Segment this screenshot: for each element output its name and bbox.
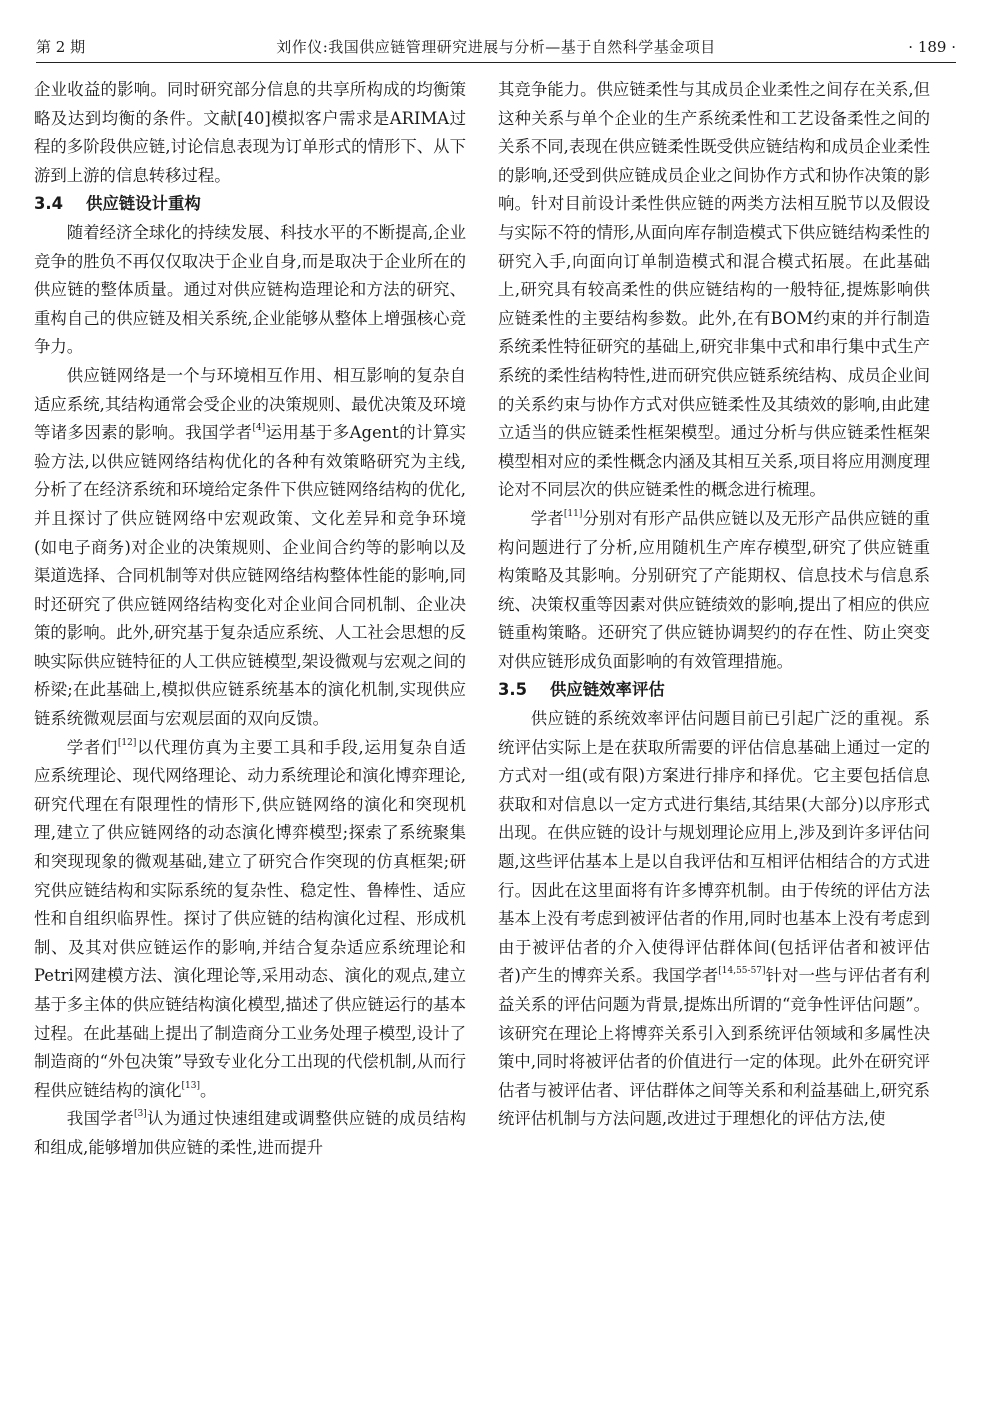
paragraph-text: 学者 [530, 508, 564, 528]
citation: [12] [117, 737, 137, 748]
section-title: 供应链效率评估 [550, 680, 665, 700]
citation: [11] [563, 508, 583, 519]
citation: [3] [134, 1109, 147, 1120]
paragraph: 随着经济全球化的持续发展、科技水平的不断提高,企业竞争的胜负不再仅仅取决于企业自身,而是取决于企业所在的供应链的整体质量。通过对供应链构造理论和方法的研究、重构自己的供应链及相关系统,企业能够从整体上增强核心竞争力。 [34, 222, 466, 357]
right-column [498, 76, 930, 1386]
section-title: 供应链设计重构 [86, 194, 201, 214]
page-number: · 189 · [908, 38, 956, 56]
paragraph-text: 分别对有形产品供应链以及无形产品供应链的重构问题进行了分析,应用随机生产库存模型,研究了供应链重构策略及其影响。分别研究了产能期权、信息技术与信息系统、决策权重等因素对供应链绩效的影响,提出了相应的供应链重构策略。还研究了供应链协调契约的存在性、防止突变对供应链形成负面影响的有效管理措施。 [498, 508, 930, 671]
running-title: 刘作仪:我国供应链管理研究进展与分析—基于自然科学基金项目 [276, 38, 716, 56]
paragraph-text: 我国学者 [66, 1109, 135, 1129]
paragraph-text: 认为通过快速组建或调整供应链的成员结构和组成,能够增加供应链的柔性,进而提升 [34, 1109, 466, 1157]
paragraph-text: 以代理仿真为主要工具和手段,运用复杂自适应系统理论、现代网络理论、动力系统理论和演化博弈理论,研究代理在有限理性的情形下,供应链网络的演化和突现机理,建立了供应链网络的动态演化博弈模型;探索了系统聚集和突现现象的微观基础,建立了研究合作突现的仿真框架;研究供应链结构和实际系统的复杂性、稳定性、鲁棒性、适应性和自组织临界性。探讨了供应链的结构演化过程、形成机制、及其对供应链运作的影响,并结合复杂适应系统理论和Petri网建模方法、演化理论等,采用动态、演化的观点,建立基于多主体的供应链结构演化模型,描述了供应链运行的基本过程。在此基础上提出了制造商分工业务处理子模型,设计了制造商的“外包决策”导致专业化分工出现的代偿机制,从而行程供应链结构的演化 [34, 737, 466, 1100]
citation: [13] [181, 1080, 200, 1091]
paragraph: 企业收益的影响。同时研究部分信息的共享所构成的均衡策略及达到均衡的条件。文献[40]模拟客户需求是ARIMA过程的多阶段供应链,讨论信息表现为订单形式的情形下、从下游到上游的信息转移过程。 [34, 80, 466, 185]
section-number: 3.4 [34, 194, 64, 214]
section-heading-3-5 [498, 676, 930, 705]
section-number: 3.5 [498, 680, 528, 700]
paragraph-text: 学者们 [66, 737, 118, 757]
citation: [14,55-57] [718, 966, 766, 977]
paragraph-text: 运用基于多Agent的计算实验方法,以供应链网络结构优化的各种有效策略研究为主线,分析了在经济系统和环境给定条件下供应链网络结构的优化,并且探讨了供应链网络中宏观政策、文化差异和竞争环境(如电子商务)对企业的决策规则、企业间合约等的影响以及渠道选择、合同机制等对供应链网络结构整体性能的影响,同时还研究了供应链网络结构变化对企业间合同机制、企业决策的影响。此外,研究基于复杂适应系统、人工社会思想的反映实际供应链特征的人工供应链模型,架设微观与宏观之间的桥梁;在此基础上,模拟供应链系统基本的演化机制,实现供应链系统微观层面与宏观层面的双向反馈。 [34, 423, 466, 729]
issue-label: 第 2 期 [36, 38, 86, 56]
section-heading-3-4 [34, 190, 466, 219]
paragraph-text: 。 [200, 1080, 217, 1100]
paragraph [34, 1105, 466, 1162]
paragraph [498, 705, 930, 1134]
paragraph: 其竞争能力。供应链柔性与其成员企业柔性之间存在关系,但这种关系与单个企业的生产系统柔性和工艺设备柔性之间的关系不同,表现在供应链柔性既受供应链结构和成员企业柔性的影响,还受到供应链成员企业之间协作方式和协作决策的影响。针对目前设计柔性供应链的两类方法相互脱节以及假设与实际不符的情形,从面向库存制造模式下供应链结构柔性的研究入手,向面向订单制造模式和混合模式拓展。在此基础上,研究具有较高柔性的供应链结构的一般特征,提炼影响供应链柔性的主要结构参数。此外,在有BOM约束的并行制造系统柔性特征研究的基础上,研究非集中式和串行集中式生产系统的柔性结构特性,进而研究供应链系统结构、成员企业间的关系约束与协作方式对供应链柔性及其绩效的影响,由此建立适当的供应链柔性框架模型。通过分析与供应链柔性框架模型相对应的柔性概念内涵及其相互关系,项目将应用测度理论对不同层次的供应链柔性的概念进行梳理。 [498, 80, 930, 500]
paragraph-text: 供应链网络是一个与环境相互作用、相互影响的复杂自适应系统,其结构通常会受企业的决策规则、最优决策及环境等诸多因素的影响。我国学者 [34, 365, 466, 443]
paragraph-text: 针对一些与评估者有利益关系的评估问题为背景,提炼出所谓的“竞争性评估问题”。该研究在理论上将博弈关系引入到系统评估领域和多属性决策中,同时将被评估者的价值进行一定的体现。此外在研究评估者与被评估者、评估群体之间等关系和利益基础上,研究系统评估机制与方法问题,改进过于理想化的评估方法,使 [498, 966, 930, 1129]
paragraph [498, 505, 930, 677]
citation: [4] [252, 423, 266, 434]
paragraph [34, 362, 466, 734]
left-column [34, 76, 466, 1386]
page-header [36, 36, 956, 63]
paragraph-text: 供应链的系统效率评估问题目前已引起广泛的重视。系统评估实际上是在获取所需要的评估信息基础上通过一定的方式对一组(或有限)方案进行排序和择优。它主要包括信息获取和对信息以一定方式进行集结,其结果(大部分)以序形式出现。在供应链的设计与规划理论应用上,涉及到许多评估问题,这些评估基本上是以自我评估和互相评估相结合的方式进行。因此在这里面将有许多博弈机制。由于传统的评估方法基本上没有考虑到被评估者的作用,同时也基本上没有考虑到由于被评估者的介入使得评估群体间(包括评估者和被评估者)产生的博弈关系。我国学者 [498, 709, 930, 986]
paragraph [34, 734, 466, 1106]
